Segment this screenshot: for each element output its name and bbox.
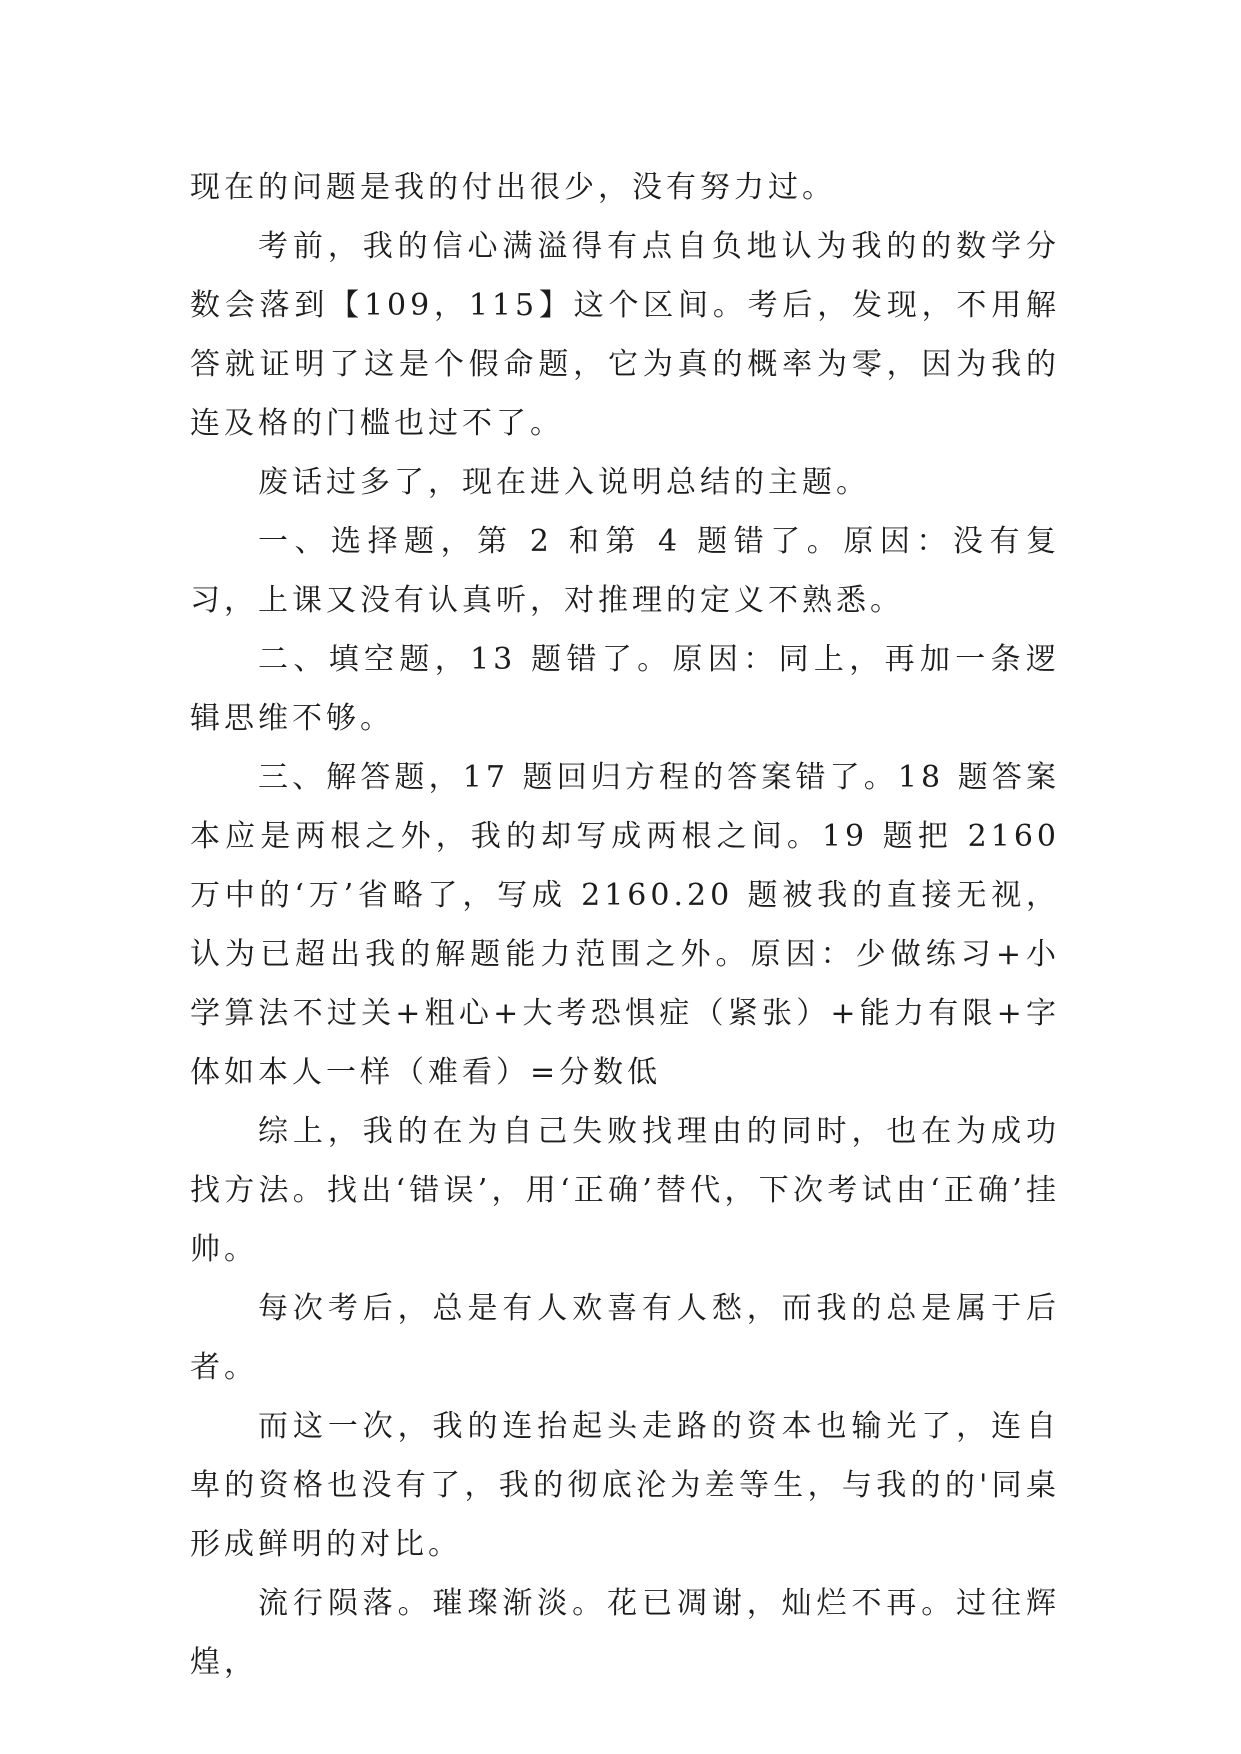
paragraph-after-exam: 每次考后，总是有人欢喜有人愁，而我的总是属于后者。	[190, 1291, 1060, 1385]
body-text	[190, 158, 1060, 1692]
paragraph-before-exam: 考前，我的信心满溢得有点自负地认为我的的数学分数会落到【109，115】这个区间。考后，发现，不用解答就证明了这是个假命题，它为真的概率为零，因为我的连及格的门槛也过不了。	[190, 229, 1060, 441]
paragraph-this-time: 而这一次，我的连抬起头走路的资本也输光了，连自卑的资格也没有了，我的彻底沦为差等生，与我的的'同桌形成鲜明的对比。	[190, 1409, 1060, 1562]
paragraph-solutions: 三、解答题，17 题回归方程的答案错了。18 题答案本应是两根之外，我的却写成两根之间。19 题把 2160 万中的‘万’省略了，写成 2160.20 题被我的直接无视，认为已超出我的解题能力范围之外。原因：少做练习+小学算法不过关+粗心+大考恐惧症（紧张）+能力有限+字体如本人一样（难看）=分数低	[190, 760, 1060, 1090]
paragraph-closing: 流行陨落。璀璨渐淡。花已凋谢，灿烂不再。过往辉煌，	[190, 1586, 1060, 1680]
paragraph-multiple-choice: 一、选择题，第 2 和第 4 题错了。原因：没有复习，上课又没有认真听，对推理的定义不熟悉。	[190, 524, 1060, 618]
paragraph-fill-in-blank: 二、填空题，13 题错了。原因：同上，再加一条逻辑思维不够。	[190, 642, 1060, 736]
paragraph-summary: 综上，我的在为自己失败找理由的同时，也在为成功找方法。找出‘错误’，用‘正确’替代，下次考试由‘正确’挂帅。	[190, 1114, 1060, 1267]
paragraph-continuation: 现在的问题是我的付出很少，没有努力过。	[190, 170, 836, 205]
paragraph-topic-intro: 废话过多了，现在进入说明总结的主题。	[258, 465, 870, 500]
